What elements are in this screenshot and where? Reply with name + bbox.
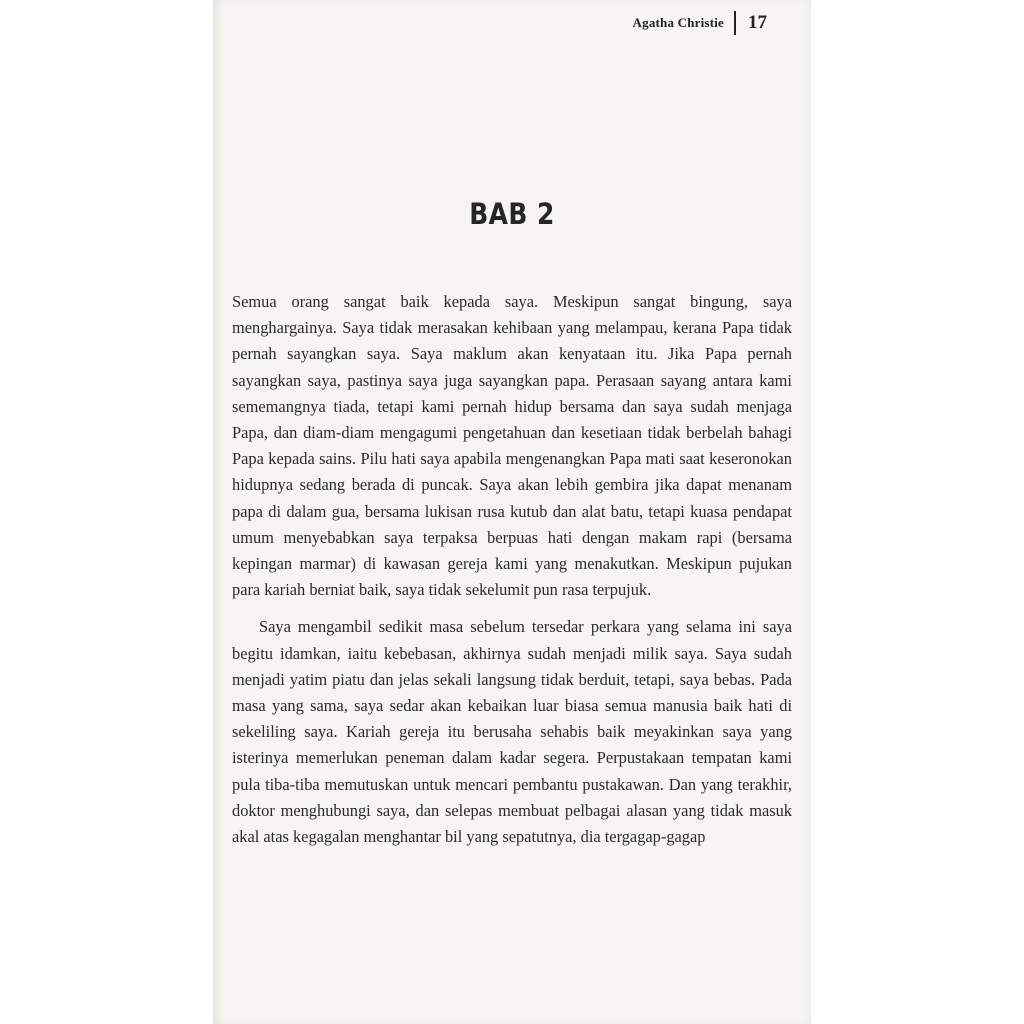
chapter-title: BAB 2 [469,197,555,231]
running-header [633,8,767,38]
paragraph: Semua orang sangat baik kepada saya. Meskipun sangat bingung, saya menghargainya. Saya tidak merasakan kehibaan yang melampau, kerana Papa tidak pernah sayangkan saya. Saya maklum akan kenyataan itu. Jika Papa pernah sayangkan saya, pastinya saya juga sayangkan papa. Perasaan sayang antara kami sememangnya tiada, tetapi kami pernah hidup bersama dan saya sudah menjaga Papa, dan diam-diam mengagumi pengetahuan dan kesetiaan tidak berbelah bahagi Papa kepada sains. Pilu hati saya apabila mengenangkan Papa mati saat keseronokan hidupnya sedang berada di puncak. Saya akan lebih gembira jika dapat menanam papa di dalam gua, bersama lukisan rusa kutub dan alat batu, tetapi kuasa pendapat umum menyebabkan saya terpaksa berpuas hati dengan makam rapi (bersama kepingan marmar) di kawasan gereja kami yang menakutkan. Meskipun pujukan para kariah berniat baik, saya tidak sekelumit pun rasa terpujuk. [232,292,792,600]
paragraph: Saya mengambil sedikit masa sebelum tersedar perkara yang selama ini saya begitu idamkan, iaitu kebebasan, akhirnya sudah menjadi milik saya. Saya sudah menjadi yatim piatu dan jelas sekali langsung tidak berduit, tetapi, saya bebas. Pada masa yang sama, saya sedar akan kebaikan luar biasa semua manusia baik hati di sekeliling saya. Kariah gereja itu berusaha sehabis baik meyakinkan saya yang isterinya memerlukan peneman dalam kadar segera. Perpustakaan tempatan kami pula tiba-tiba memutuskan untuk mencari pembantu pustakawan. Dan yang terakhir, doktor menghubungi saya, dan selepas membuat pelbagai alasan yang tidak masuk akal atas kegagalan menghantar bil yang sepatutnya, dia tergagap-gagap [232,617,792,847]
header-divider [734,11,736,35]
body-text [232,289,792,850]
page-number: 17 [748,12,767,33]
book-page [213,0,811,1024]
header-author: Agatha Christie [632,15,724,30]
